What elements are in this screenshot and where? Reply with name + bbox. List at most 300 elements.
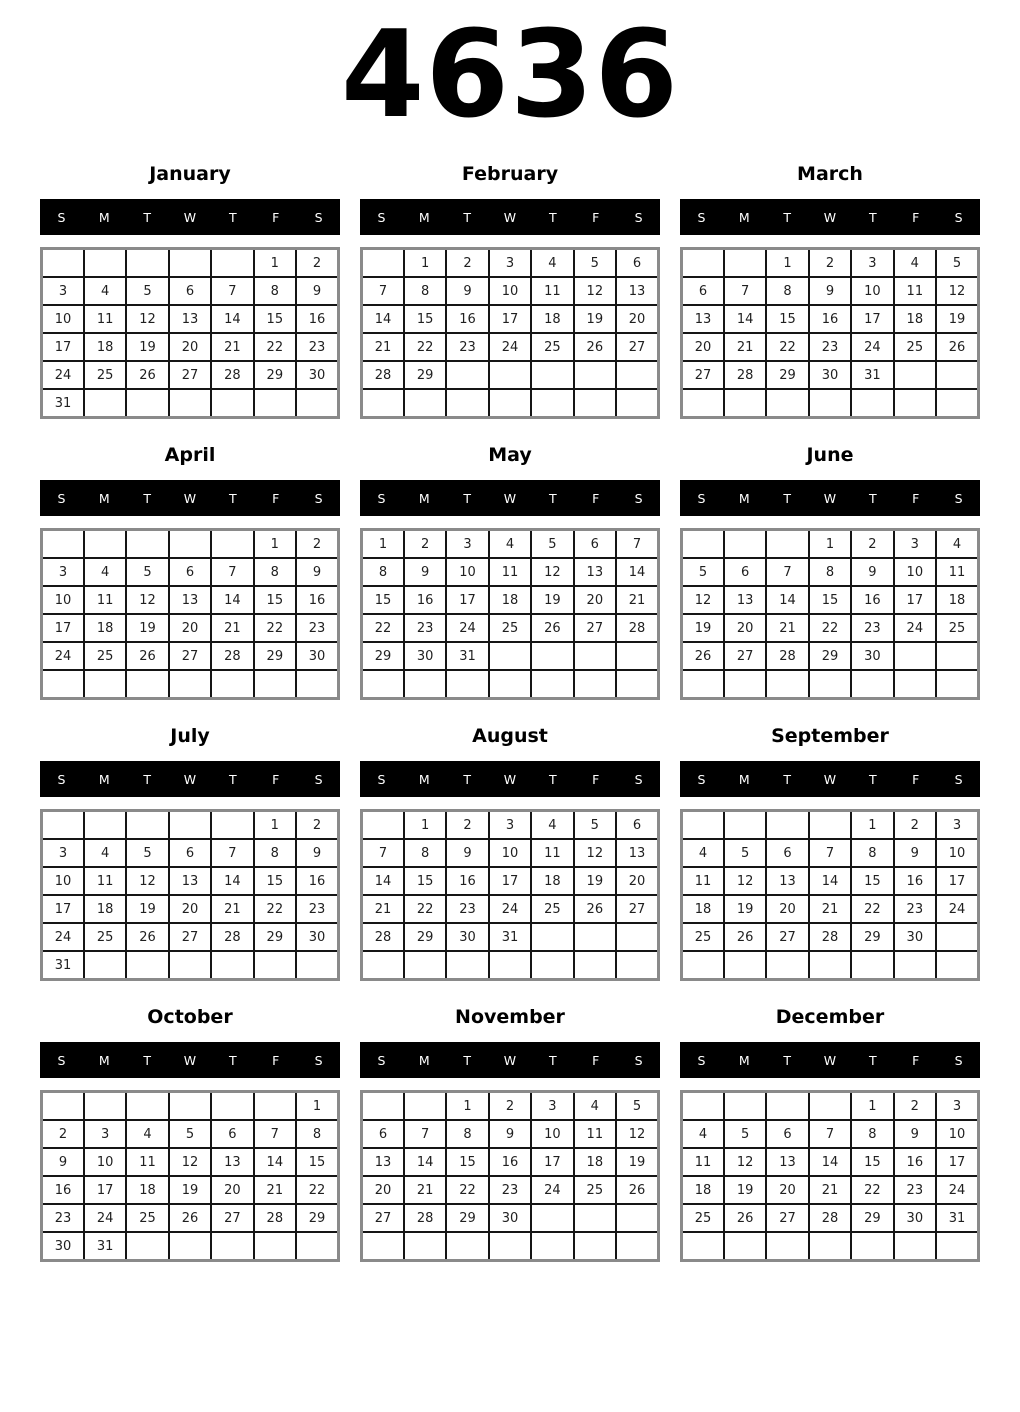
day-cell: 22 <box>851 1176 893 1204</box>
day-cell: 1 <box>404 811 446 840</box>
day-cell: 19 <box>574 305 616 333</box>
empty-day-cell <box>42 811 84 840</box>
weekday-header-row <box>680 480 980 516</box>
empty-day-cell <box>126 249 168 278</box>
day-cell: 14 <box>211 305 253 333</box>
empty-day-cell <box>404 1092 446 1121</box>
day-cell: 18 <box>84 333 126 361</box>
empty-day-cell <box>84 811 126 840</box>
week-row <box>42 277 339 305</box>
day-cell: 30 <box>894 1204 936 1232</box>
weekday-header-row <box>680 1042 980 1078</box>
day-cell: 20 <box>169 333 211 361</box>
weekday-label: T <box>229 209 237 225</box>
week-row <box>42 1148 339 1176</box>
day-cell: 7 <box>211 277 253 305</box>
empty-day-cell <box>531 1232 573 1261</box>
day-cell: 9 <box>296 558 338 586</box>
day-cell: 29 <box>254 923 296 951</box>
empty-day-cell <box>616 642 658 670</box>
empty-day-cell <box>809 1092 851 1121</box>
empty-day-cell <box>169 530 211 559</box>
empty-day-cell <box>616 923 658 951</box>
day-cell: 31 <box>42 951 84 980</box>
day-cell: 27 <box>362 1204 404 1232</box>
weekday-label: T <box>549 209 557 225</box>
day-cell: 25 <box>84 923 126 951</box>
day-cell: 9 <box>296 277 338 305</box>
day-cell: 20 <box>766 895 808 923</box>
day-cell: 4 <box>574 1092 616 1121</box>
weekday-label: W <box>503 490 517 506</box>
day-cell: 24 <box>42 642 84 670</box>
empty-day-cell <box>531 923 573 951</box>
day-cell: 26 <box>126 642 168 670</box>
day-cell: 15 <box>254 867 296 895</box>
empty-day-cell <box>254 670 296 699</box>
day-cell: 21 <box>766 614 808 642</box>
day-cell: 10 <box>42 867 84 895</box>
day-cell: 12 <box>574 277 616 305</box>
empty-day-cell <box>211 530 253 559</box>
empty-day-cell <box>42 1092 84 1121</box>
day-cell: 22 <box>254 895 296 923</box>
week-row <box>682 277 979 305</box>
weekday-label: W <box>183 771 197 787</box>
empty-day-cell <box>254 389 296 418</box>
weekday-label: T <box>549 490 557 506</box>
month-day-grid <box>360 809 660 981</box>
week-row <box>42 333 339 361</box>
empty-day-cell <box>211 670 253 699</box>
weekday-label: M <box>418 1052 430 1068</box>
weekday-label: S <box>697 771 706 787</box>
day-cell: 16 <box>42 1176 84 1204</box>
day-cell: 15 <box>446 1148 488 1176</box>
week-row <box>362 642 659 670</box>
day-cell: 25 <box>531 895 573 923</box>
week-row <box>42 1176 339 1204</box>
day-cell: 3 <box>42 839 84 867</box>
empty-day-cell <box>84 389 126 418</box>
empty-day-cell <box>126 1232 168 1261</box>
day-cell: 29 <box>362 642 404 670</box>
empty-day-cell <box>531 361 573 389</box>
weekday-header-row <box>680 761 980 797</box>
empty-day-cell <box>616 361 658 389</box>
weekday-label: S <box>634 1052 643 1068</box>
empty-day-cell <box>169 1232 211 1261</box>
week-row <box>682 1204 979 1232</box>
empty-day-cell <box>211 249 253 278</box>
day-cell: 4 <box>531 249 573 278</box>
day-cell: 14 <box>616 558 658 586</box>
empty-day-cell <box>169 1092 211 1121</box>
day-cell: 18 <box>489 586 531 614</box>
week-row <box>362 1092 659 1121</box>
empty-day-cell <box>809 670 851 699</box>
week-row <box>682 558 979 586</box>
weekday-label: M <box>418 771 430 787</box>
day-cell: 23 <box>446 333 488 361</box>
day-cell: 28 <box>362 923 404 951</box>
weekday-header-row <box>40 1042 340 1078</box>
week-row <box>362 277 659 305</box>
day-cell: 4 <box>84 558 126 586</box>
day-cell: 23 <box>851 614 893 642</box>
empty-day-cell <box>531 642 573 670</box>
empty-day-cell <box>766 1232 808 1261</box>
day-cell: 6 <box>682 277 724 305</box>
week-row <box>362 530 659 559</box>
empty-day-cell <box>682 249 724 278</box>
day-cell: 14 <box>404 1148 446 1176</box>
day-cell: 27 <box>724 642 766 670</box>
day-cell: 12 <box>531 558 573 586</box>
weekday-header-row <box>360 480 660 516</box>
weekday-label: W <box>183 490 197 506</box>
day-cell: 5 <box>531 530 573 559</box>
day-cell: 6 <box>724 558 766 586</box>
day-cell: 24 <box>446 614 488 642</box>
day-cell: 8 <box>851 839 893 867</box>
weekday-header-row <box>40 199 340 235</box>
weekday-label: W <box>503 209 517 225</box>
week-row <box>42 811 339 840</box>
month-block <box>360 443 660 700</box>
day-cell: 7 <box>362 277 404 305</box>
day-cell: 7 <box>766 558 808 586</box>
weekday-label: M <box>738 771 750 787</box>
weekday-label: W <box>823 1052 837 1068</box>
empty-day-cell <box>446 361 488 389</box>
day-cell: 13 <box>169 586 211 614</box>
week-row <box>682 530 979 559</box>
day-cell: 15 <box>362 586 404 614</box>
empty-day-cell <box>894 361 936 389</box>
day-cell: 23 <box>404 614 446 642</box>
weekday-label: W <box>823 490 837 506</box>
weekday-label: S <box>697 490 706 506</box>
week-row <box>42 1120 339 1148</box>
week-row <box>362 305 659 333</box>
day-cell: 17 <box>531 1148 573 1176</box>
empty-day-cell <box>574 1232 616 1261</box>
empty-day-cell <box>489 361 531 389</box>
weekday-header-row <box>40 761 340 797</box>
weekday-label: S <box>314 771 323 787</box>
day-cell: 20 <box>616 305 658 333</box>
empty-day-cell <box>254 1092 296 1121</box>
weekday-label: T <box>869 1052 877 1068</box>
day-cell: 22 <box>404 333 446 361</box>
week-row <box>42 923 339 951</box>
day-cell: 8 <box>851 1120 893 1148</box>
day-cell: 17 <box>84 1176 126 1204</box>
day-cell: 22 <box>851 895 893 923</box>
day-cell: 9 <box>42 1148 84 1176</box>
day-cell: 16 <box>446 867 488 895</box>
empty-day-cell <box>531 951 573 980</box>
empty-day-cell <box>531 1204 573 1232</box>
day-cell: 28 <box>404 1204 446 1232</box>
day-cell: 20 <box>362 1176 404 1204</box>
day-cell: 17 <box>42 614 84 642</box>
weekday-label: W <box>183 1052 197 1068</box>
weekday-label: F <box>912 209 920 225</box>
day-cell: 5 <box>936 249 978 278</box>
day-cell: 23 <box>296 333 338 361</box>
empty-day-cell <box>84 530 126 559</box>
empty-day-cell <box>362 1232 404 1261</box>
day-cell: 9 <box>851 558 893 586</box>
day-cell: 8 <box>766 277 808 305</box>
empty-day-cell <box>682 670 724 699</box>
day-cell: 12 <box>616 1120 658 1148</box>
weekday-label: T <box>143 771 151 787</box>
empty-day-cell <box>84 249 126 278</box>
day-cell: 15 <box>254 305 296 333</box>
day-cell: 3 <box>84 1120 126 1148</box>
day-cell: 5 <box>616 1092 658 1121</box>
weekday-label: M <box>98 490 110 506</box>
day-cell: 17 <box>446 586 488 614</box>
empty-day-cell <box>724 1232 766 1261</box>
day-cell: 7 <box>211 839 253 867</box>
day-cell: 28 <box>211 361 253 389</box>
day-cell: 25 <box>84 361 126 389</box>
week-row <box>362 249 659 278</box>
empty-day-cell <box>446 1232 488 1261</box>
weekday-label: S <box>954 771 963 787</box>
day-cell: 22 <box>296 1176 338 1204</box>
day-cell: 20 <box>574 586 616 614</box>
empty-day-cell <box>616 1232 658 1261</box>
day-cell: 22 <box>254 614 296 642</box>
day-cell: 27 <box>616 895 658 923</box>
day-cell: 20 <box>169 895 211 923</box>
day-cell: 15 <box>809 586 851 614</box>
day-cell: 7 <box>809 839 851 867</box>
day-cell: 27 <box>616 333 658 361</box>
day-cell: 23 <box>894 1176 936 1204</box>
day-cell: 2 <box>446 249 488 278</box>
day-cell: 28 <box>362 361 404 389</box>
day-cell: 30 <box>404 642 446 670</box>
empty-day-cell <box>254 951 296 980</box>
day-cell: 9 <box>894 839 936 867</box>
weekday-label: S <box>377 1052 386 1068</box>
weekday-label: S <box>57 1052 66 1068</box>
empty-day-cell <box>169 249 211 278</box>
day-cell: 20 <box>616 867 658 895</box>
day-cell: 14 <box>766 586 808 614</box>
day-cell: 12 <box>574 839 616 867</box>
day-cell: 12 <box>126 586 168 614</box>
day-cell: 19 <box>531 586 573 614</box>
day-cell: 1 <box>446 1092 488 1121</box>
day-cell: 26 <box>126 361 168 389</box>
weekday-label: S <box>954 490 963 506</box>
day-cell: 24 <box>851 333 893 361</box>
day-cell: 10 <box>936 839 978 867</box>
day-cell: 21 <box>211 333 253 361</box>
day-cell: 17 <box>851 305 893 333</box>
week-row <box>362 1176 659 1204</box>
weekday-label: S <box>57 209 66 225</box>
day-cell: 19 <box>126 333 168 361</box>
week-row <box>682 361 979 389</box>
empty-day-cell <box>84 1092 126 1121</box>
empty-day-cell <box>724 811 766 840</box>
empty-day-cell <box>682 811 724 840</box>
week-row <box>682 333 979 361</box>
day-cell: 19 <box>724 895 766 923</box>
empty-day-cell <box>682 1092 724 1121</box>
empty-day-cell <box>894 389 936 418</box>
week-row <box>682 923 979 951</box>
day-cell: 3 <box>894 530 936 559</box>
day-cell: 14 <box>362 305 404 333</box>
day-cell: 7 <box>362 839 404 867</box>
empty-day-cell <box>42 670 84 699</box>
day-cell: 13 <box>766 1148 808 1176</box>
weekday-label: T <box>229 1052 237 1068</box>
weekday-label: F <box>272 771 280 787</box>
weekday-label: T <box>869 771 877 787</box>
day-cell: 21 <box>254 1176 296 1204</box>
day-cell: 26 <box>126 923 168 951</box>
day-cell: 10 <box>489 839 531 867</box>
weekday-label: S <box>954 1052 963 1068</box>
day-cell: 27 <box>169 361 211 389</box>
empty-day-cell <box>574 642 616 670</box>
day-cell: 19 <box>682 614 724 642</box>
day-cell: 11 <box>574 1120 616 1148</box>
day-cell: 14 <box>211 586 253 614</box>
weekday-label: M <box>98 209 110 225</box>
empty-day-cell <box>936 642 978 670</box>
day-cell: 20 <box>724 614 766 642</box>
day-cell: 5 <box>724 1120 766 1148</box>
empty-day-cell <box>574 361 616 389</box>
day-cell: 29 <box>296 1204 338 1232</box>
month-block <box>360 1005 660 1262</box>
month-day-grid <box>40 247 340 419</box>
week-row <box>362 1120 659 1148</box>
week-row <box>362 614 659 642</box>
empty-day-cell <box>362 1092 404 1121</box>
day-cell: 1 <box>254 530 296 559</box>
empty-day-cell <box>616 670 658 699</box>
day-cell: 10 <box>489 277 531 305</box>
week-row <box>362 951 659 980</box>
day-cell: 23 <box>296 614 338 642</box>
weekday-label: F <box>912 490 920 506</box>
day-cell: 29 <box>254 361 296 389</box>
day-cell: 25 <box>84 642 126 670</box>
day-cell: 27 <box>211 1204 253 1232</box>
day-cell: 22 <box>766 333 808 361</box>
day-cell: 8 <box>404 277 446 305</box>
day-cell: 25 <box>682 923 724 951</box>
day-cell: 22 <box>362 614 404 642</box>
day-cell: 2 <box>894 1092 936 1121</box>
day-cell: 2 <box>404 530 446 559</box>
week-row <box>682 1232 979 1261</box>
empty-day-cell <box>126 951 168 980</box>
empty-day-cell <box>616 1204 658 1232</box>
month-title: October <box>147 1006 233 1028</box>
day-cell: 27 <box>766 923 808 951</box>
day-cell: 30 <box>851 642 893 670</box>
day-cell: 15 <box>851 867 893 895</box>
empty-day-cell <box>489 1232 531 1261</box>
weekday-label: T <box>783 490 791 506</box>
week-row <box>362 1232 659 1261</box>
empty-day-cell <box>254 1232 296 1261</box>
empty-day-cell <box>851 670 893 699</box>
empty-day-cell <box>809 811 851 840</box>
day-cell: 25 <box>574 1176 616 1204</box>
day-cell: 18 <box>84 895 126 923</box>
day-cell: 28 <box>616 614 658 642</box>
day-cell: 3 <box>42 558 84 586</box>
weekday-label: S <box>57 771 66 787</box>
day-cell: 29 <box>766 361 808 389</box>
day-cell: 29 <box>254 642 296 670</box>
day-cell: 11 <box>84 867 126 895</box>
empty-day-cell <box>42 530 84 559</box>
day-cell: 10 <box>936 1120 978 1148</box>
week-row <box>362 558 659 586</box>
empty-day-cell <box>362 811 404 840</box>
week-row <box>682 249 979 278</box>
day-cell: 16 <box>894 1148 936 1176</box>
day-cell: 27 <box>169 642 211 670</box>
day-cell: 13 <box>211 1148 253 1176</box>
weekday-label: F <box>592 1052 600 1068</box>
empty-day-cell <box>894 670 936 699</box>
weekday-label: S <box>314 1052 323 1068</box>
weekday-label: M <box>418 209 430 225</box>
day-cell: 18 <box>531 305 573 333</box>
weekday-label: T <box>869 490 877 506</box>
day-cell: 17 <box>42 333 84 361</box>
day-cell: 16 <box>404 586 446 614</box>
weekday-label: F <box>272 490 280 506</box>
day-cell: 18 <box>531 867 573 895</box>
week-row <box>682 951 979 980</box>
empty-day-cell <box>851 951 893 980</box>
day-cell: 18 <box>682 895 724 923</box>
day-cell: 14 <box>362 867 404 895</box>
weekday-label: F <box>592 771 600 787</box>
weekday-label: M <box>98 1052 110 1068</box>
day-cell: 24 <box>84 1204 126 1232</box>
day-cell: 24 <box>489 895 531 923</box>
month-title: November <box>455 1006 565 1028</box>
day-cell: 10 <box>851 277 893 305</box>
month-day-grid <box>40 528 340 700</box>
day-cell: 22 <box>404 895 446 923</box>
day-cell: 29 <box>851 1204 893 1232</box>
day-cell: 12 <box>126 867 168 895</box>
empty-day-cell <box>851 1232 893 1261</box>
weekday-label: W <box>503 1052 517 1068</box>
day-cell: 14 <box>254 1148 296 1176</box>
month-title: September <box>771 725 889 747</box>
